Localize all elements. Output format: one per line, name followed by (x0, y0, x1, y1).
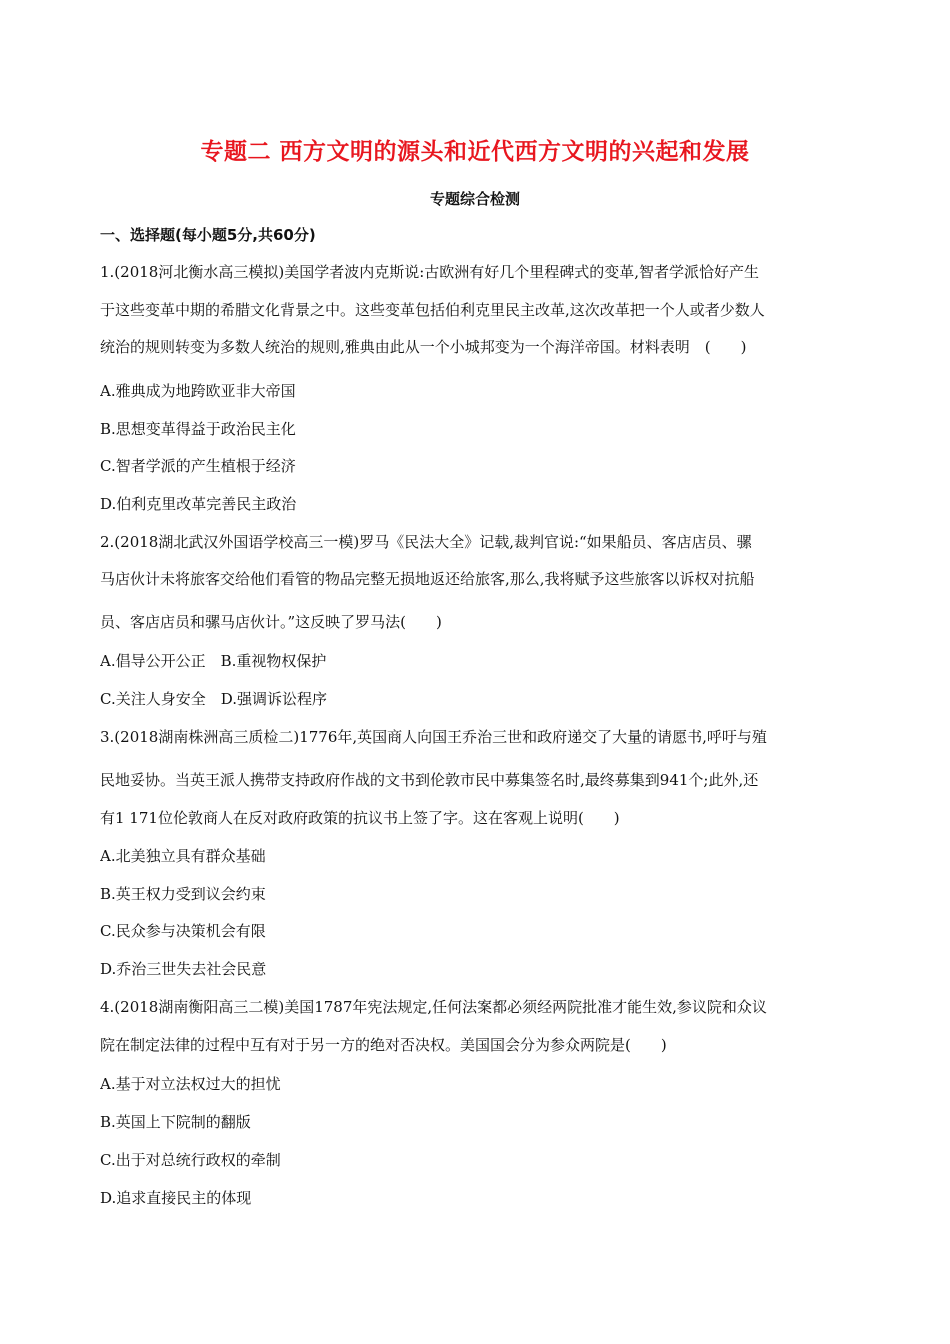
q3-option-b: B.英王权力受到议会约束 (100, 885, 266, 903)
document-title: 专题二 西方文明的源头和近代西方文明的兴起和发展 (200, 139, 750, 165)
q3-stem-line-1: 3.(2018湖南株洲高三质检二)1776年,英国商人向国王乔治三世和政府递交了大量的请愿书,呼吁与殖 (100, 728, 767, 746)
q4-option-a: A.基于对立法权过大的担忧 (100, 1075, 281, 1093)
q4-stem-line-1: 4.(2018湖南衡阳高三二模)美国1787年宪法规定,任何法案都必须经两院批准才能生效,参议院和众议 (100, 998, 767, 1016)
q3-option-d: D.乔治三世失去社会民意 (100, 960, 267, 978)
q1-option-b: B.思想变革得益于政治民主化 (100, 420, 296, 438)
q1-option-a: A.雅典成为地跨欧亚非大帝国 (100, 382, 296, 400)
q1-option-d: D.伯利克里改革完善民主政治 (100, 495, 297, 513)
q4-option-d: D.追求直接民主的体现 (100, 1189, 252, 1207)
q2-stem-line-1: 2.(2018湖北武汉外国语学校高三一模)罗马《民法大全》记载,裁判官说:“如果船员、客店店员、骡 (100, 533, 752, 551)
q2-stem-line-2: 马店伙计未将旅客交给他们看管的物品完整无损地返还给旅客,那么,我将赋予这些旅客以诉权对抗船 (100, 570, 755, 588)
document-subtitle: 专题综合检测 (429, 190, 520, 208)
q2-stem-line-3: 员、客店店员和骡马店伙计。”这反映了罗马法( ) (100, 613, 442, 631)
q3-stem-line-3: 有1 171位伦敦商人在反对政府政策的抗议书上签了字。这在客观上说明( ) (100, 809, 620, 827)
q4-stem-line-2: 院在制定法律的过程中互有对于另一方的绝对否决权。美国国会分为参众两院是( ) (100, 1036, 667, 1054)
q1-stem-line-1: 1.(2018河北衡水高三模拟)美国学者波内克斯说:古欧洲有好几个里程碑式的变革,智者学派恰好产生 (100, 263, 760, 281)
q4-option-b: B.英国上下院制的翻版 (100, 1113, 251, 1131)
q2-options-ab: A.倡导公开公正 B.重视物权保护 (100, 652, 327, 670)
q3-option-a: A.北美独立具有群众基础 (100, 847, 266, 865)
q3-stem-line-2: 民地妥协。当英王派人携带支持政府作战的文书到伦敦市民中募集签名时,最终募集到941个;此外,还 (100, 771, 759, 789)
q1-stem-line-2: 于这些变革中期的希腊文化背景之中。这些变革包括伯利克里民主改革,这次改革把一个人或者少数人 (100, 301, 765, 319)
q2-options-cd: C.关注人身安全 D.强调诉讼程序 (100, 690, 327, 708)
q4-option-c: C.出于对总统行政权的牵制 (100, 1151, 281, 1169)
section-heading: 一、选择题(每小题5分,共60分) (100, 226, 316, 244)
q1-option-c: C.智者学派的产生植根于经济 (100, 457, 296, 475)
q1-stem-line-3: 统治的规则转变为多数人统治的规则,雅典由此从一个小城邦变为一个海洋帝国。材料表明 ( ) (100, 338, 747, 356)
q3-option-c: C.民众参与决策机会有限 (100, 922, 266, 940)
